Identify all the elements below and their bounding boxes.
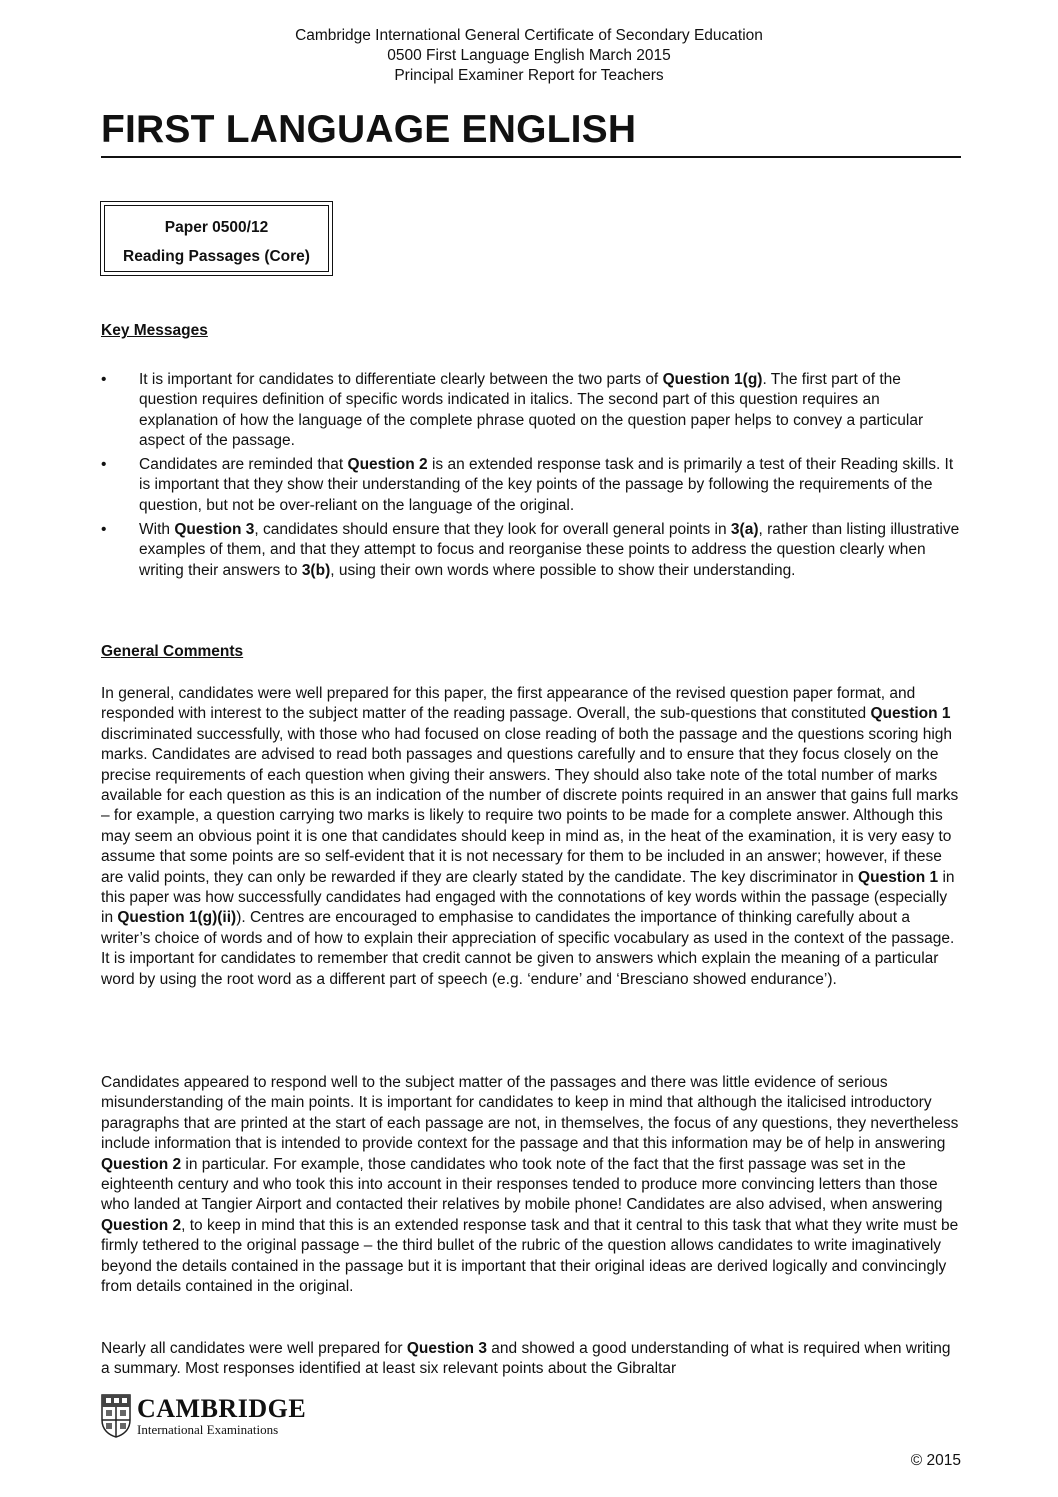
header-line-3: Principal Examiner Report for Teachers [394, 67, 664, 84]
shield-icon [101, 1394, 131, 1438]
paper-box [100, 201, 333, 276]
copyright: © 2015 [910, 1452, 961, 1469]
general-comments-heading: General Comments [101, 643, 244, 660]
page-header [0, 26, 1058, 86]
key-messages-list [101, 370, 961, 585]
list-item: • It is important for candidates to differentiate clearly between the two parts of Question 1(g). The first part of the question requires definition of specific words indicated in italics. The second part of this question requires an explanation of how the language of the complete phrase quoted on the question paper helps to convey a particular aspect of the passage. [101, 371, 924, 449]
title-rule [101, 156, 961, 158]
paper-name: Reading Passages (Core) [123, 248, 310, 265]
paragraph-2: Candidates appeared to respond well to the subject matter of the passages and there was little evidence of serious misunderstanding of the main points. It is important for candidates to keep in mind that although the italicised introductory paragraphs that are printed at the start of each passage are not, in themselves, the focus of any questions, they nevertheless include information that is intended to provide context for the passage and that this information may be of help in answering Question 2 in particular. For example, those candidates who took note of the fact that the first passage was set in the eighteenth century and who took this into account in their responses tended to produce more convincing letters than those who landed at Tangier Airport and contacted their relatives by mobile phone! Candidates are also advised, when answering Question 2, to keep in mind that this is an extended response task and that it central to this task that what they write must be firmly tethered to the original passage – the third bullet of the rubric of the question allows candidates to write imaginatively beyond the details contained in the passage but it is important that their original ideas are derived logically and convincingly from details contained in the original. [101, 1074, 959, 1296]
key-messages-heading: Key Messages [101, 322, 208, 339]
logo-subtitle: International Examinations [137, 1422, 279, 1437]
header-line-1: Cambridge International General Certificate of Secondary Education [295, 27, 763, 44]
paragraph-1: In general, candidates were well prepared for this paper, the first appearance of the revised question paper format, and responded with interest to the subject matter of the reading passage. Overall, the sub-questions that constituted Question 1 discriminated successfully, with those who had focused on close reading of both the passage and the questions scoring high marks. Candidates are advised to read both passages and questions carefully and to ensure that they focus closely on the precise requirements of each question when giving their answers. They should also take note of the total number of marks available for each question as this is an indication of the number of discrete points required in an answer that gains full marks – for example, a question carrying two marks is likely to require two points to be made for a complete answer. Although this may seem an obvious point it is one that candidates should keep in mind as, in the heat of the examination, it is very easy to assume that some points are so self-evident that it is not necessary for them to be included in an answer; however, if these are valid points, they can only be rewarded if they are clearly stated by the candidate. The key discriminator in Question 1 in this paper was how successfully candidates had engaged with the connotations of key words within the passage (especially in Question 1(g)(ii)). Centres are encouraged to emphasise to candidates the importance of thinking carefully about a writer’s choice of words and of how to explain their appreciation of specific vocabulary as used in the context of the passage. It is important for candidates to remember that credit cannot be given to answers which explain the meaning of a particular word by using the root word as a different part of speech (e.g. ‘endure’ and ‘Bresciano showed endurance’). [101, 685, 959, 988]
cambridge-logo [101, 1394, 361, 1442]
document-title: FIRST LANGUAGE ENGLISH [101, 108, 637, 151]
list-item: • With Question 3, candidates should ensure that they look for overall general points in 3(a), rather than listing illustrative examples of them, and that they attempt to focus and reorganise these points to address the question clearly when writing their answers to 3(b), using their own words where possible to show their understanding. [101, 521, 960, 579]
paper-code: Paper 0500/12 [164, 219, 269, 236]
logo-wordmark: CAMBRIDGE [137, 1394, 307, 1423]
bullet-icon: • [101, 521, 107, 539]
bullet-icon: • [101, 371, 107, 388]
header-line-2: 0500 First Language English March 2015 [387, 47, 671, 64]
paragraph-3: Nearly all candidates were well prepared for Question 3 and showed a good understanding of what is required when writing a summary. Most responses identified at least six relevant points about the Gibraltar [101, 1340, 951, 1378]
list-item: • Candidates are reminded that Question 2 is an extended response task and is primarily a test of their Reading skills. It is important that they show their understanding of the key points of the passage by following the requirements of the question, but not be over-reliant on the language of the original. [101, 456, 954, 514]
bullet-icon: • [101, 456, 107, 474]
